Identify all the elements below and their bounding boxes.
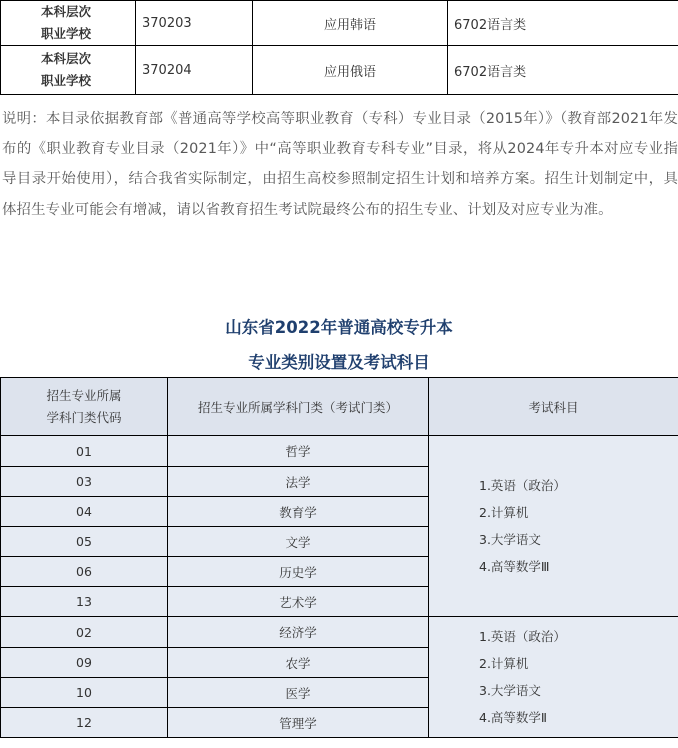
major-name: 应用俄语: [253, 46, 448, 95]
level-line-1: 本科层次: [41, 4, 92, 19]
exam-subject: 3.大学语文: [479, 683, 541, 698]
category-code: 09: [1, 648, 168, 678]
category-code: 10: [1, 678, 168, 708]
major-name: 应用韩语: [253, 1, 448, 46]
exam-subject: 1.英语（政治）: [479, 478, 566, 493]
category-name: 艺术学: [168, 587, 429, 617]
level-cell: [1, 1, 136, 46]
category-name: 管理学: [168, 708, 429, 738]
category-name: 历史学: [168, 557, 429, 587]
header-exam-subjects: 考试科目: [429, 378, 678, 436]
major-code: 370203: [136, 1, 253, 46]
header-code-line-1: 招生专业所属: [46, 387, 122, 403]
category-name: 文学: [168, 527, 429, 557]
category-name: 经济学: [168, 617, 429, 648]
table-row: [1, 436, 678, 467]
category-code: 01: [1, 436, 168, 467]
table-row: [1, 1, 678, 46]
exam-subject: 1.英语（政治）: [479, 629, 566, 644]
major-table-top: [0, 0, 678, 95]
exam-subject: 2.计算机: [479, 656, 529, 671]
major-code: 370204: [136, 46, 253, 95]
major-category: 6702语言类: [448, 1, 678, 46]
category-name: 法学: [168, 467, 429, 497]
level-line-2: 职业学校: [41, 73, 92, 88]
exam-subject-table: [0, 377, 678, 738]
exam-subjects-group-2: [429, 617, 678, 738]
category-code: 03: [1, 467, 168, 497]
category-name: 农学: [168, 648, 429, 678]
level-cell: [1, 46, 136, 95]
table-row: [1, 617, 678, 648]
exam-subject: 2.计算机: [479, 505, 529, 520]
note-paragraph: 说明：本目录依据教育部《普通高等学校高等职业教育（专科）专业目录（2015年）》（教育部2021年发布的《职业教育专业目录（2021年）》中“高等职业教育专科专业”目录，将从2024年专升本对应专业指导目录开始使用），结合我省实际制定，由招生高校参照制定招生计划和培养方案。招生计划制定中，具体招生专业可能会有增减，请以省教育招生考试院最终公布的招生专业、计划及对应专业为准。: [2, 111, 678, 218]
table-header-row: [1, 378, 678, 436]
category-name: 哲学: [168, 436, 429, 467]
level-line-2: 职业学校: [41, 26, 92, 41]
category-code: 12: [1, 708, 168, 738]
page-subtitle: 专业类别设置及考试科目: [248, 353, 430, 372]
category-code: 06: [1, 557, 168, 587]
category-code: 02: [1, 617, 168, 648]
exam-subject: 4.高等数学Ⅲ: [479, 559, 550, 574]
category-code: 13: [1, 587, 168, 617]
category-name: 医学: [168, 678, 429, 708]
category-code: 04: [1, 497, 168, 527]
table-row: [1, 46, 678, 95]
page-title: 山东省2022年普通高校专升本: [225, 318, 453, 337]
exam-subject: 3.大学语文: [479, 532, 541, 547]
major-category: 6702语言类: [448, 46, 678, 95]
header-category-code: [1, 378, 168, 436]
exam-subjects-group-1: [429, 436, 678, 617]
exam-subject: 4.高等数学Ⅱ: [479, 710, 548, 725]
category-code: 05: [1, 527, 168, 557]
header-category-name: 招生专业所属学科门类（考试门类）: [168, 378, 429, 436]
level-line-1: 本科层次: [41, 51, 92, 66]
category-name: 教育学: [168, 497, 429, 527]
header-code-line-2: 学科门类代码: [46, 409, 122, 425]
